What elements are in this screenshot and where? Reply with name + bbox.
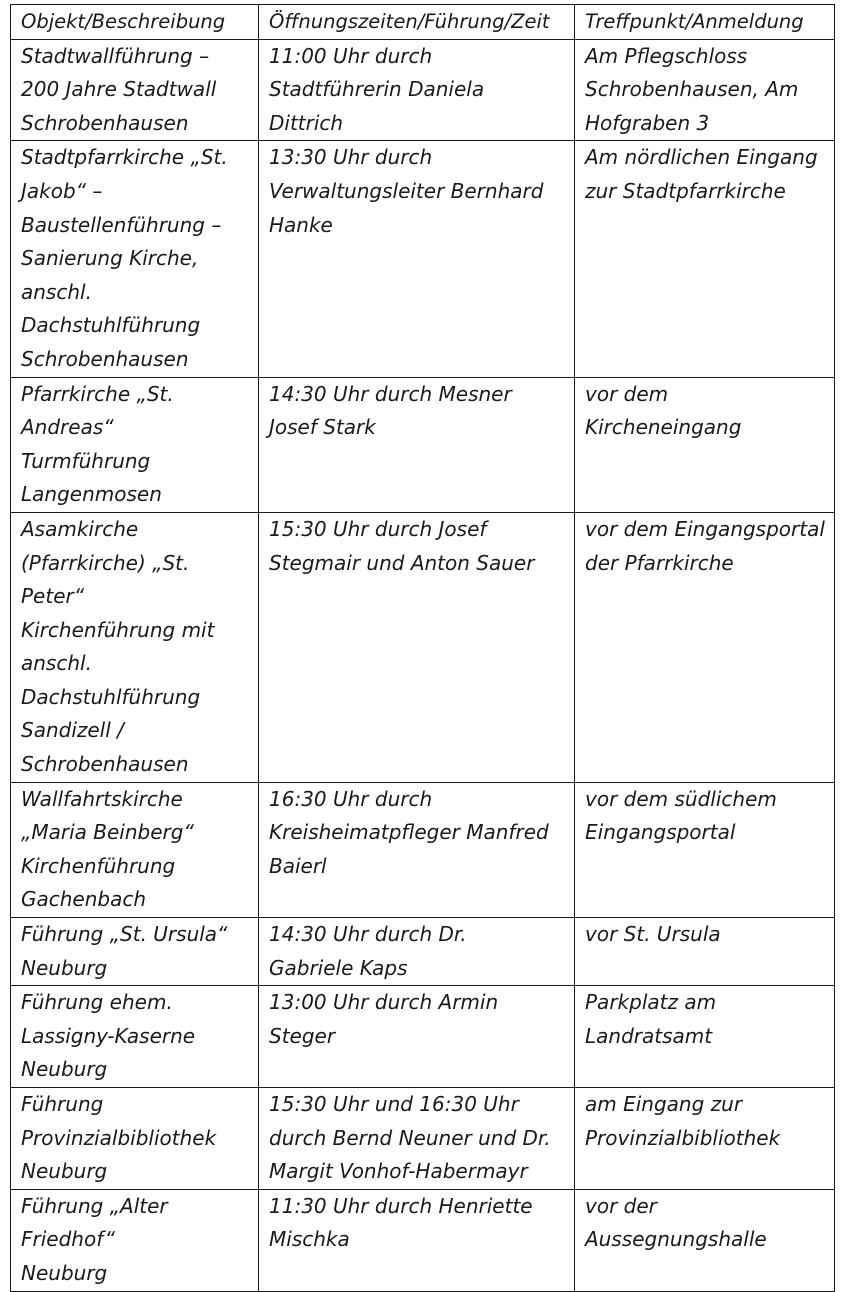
cell-text-line: Wallfahrtskirche [21, 786, 183, 811]
cell-text-line: durch Bernd Neuner und Dr. [269, 1125, 551, 1150]
header-meeting-point: Treffpunkt/Anmeldung [575, 5, 835, 40]
cell-meeting-point [575, 39, 835, 141]
table-row [11, 377, 835, 512]
cell-text-line: Josef Stark [269, 415, 376, 440]
cell-text-line: Friedhof“ [21, 1227, 115, 1252]
cell-text-line: Provinzialbibliothek [21, 1125, 217, 1150]
cell-object [11, 512, 259, 782]
table-row [11, 141, 835, 377]
cell-object [11, 141, 259, 377]
cell-time [259, 377, 575, 512]
cell-meeting-point [575, 141, 835, 377]
cell-text-line: Stadtpfarrkirche „St. [21, 145, 228, 170]
cell-text-line: Schrobenhausen, Am [585, 77, 799, 102]
cell-text-line: 16:30 Uhr durch [269, 786, 433, 811]
cell-text-line: zur Stadtpfarrkirche [585, 178, 786, 203]
cell-text-line: 14:30 Uhr durch Mesner [269, 381, 512, 406]
table-row [11, 1088, 835, 1190]
cell-text-line: Eingangsportal [585, 820, 736, 845]
cell-text-line: Kircheneingang [585, 415, 742, 440]
cell-text-line: Stadtwallführung – [21, 43, 210, 68]
cell-time [259, 918, 575, 986]
cell-text-line: Schrobenhausen [21, 752, 189, 777]
cell-text-line: Kreisheimatpfleger Manfred [269, 820, 549, 845]
cell-text-line: Führung „Alter [21, 1193, 168, 1218]
cell-text-line: Neuburg [21, 1057, 108, 1082]
table-body [11, 39, 835, 1291]
cell-object [11, 377, 259, 512]
table-row [11, 1189, 835, 1291]
cell-text-line: anschl. [21, 279, 92, 304]
table-row [11, 39, 835, 141]
cell-object [11, 782, 259, 917]
cell-text-line: Führung „St. Ursula“ [21, 922, 228, 947]
cell-text-line: Asamkirche [21, 516, 139, 541]
cell-text-line: Aussegnungshalle [585, 1227, 767, 1252]
cell-text-line: 13:30 Uhr durch [269, 145, 433, 170]
table-row [11, 918, 835, 986]
header-object: Objekt/Beschreibung [11, 5, 259, 40]
cell-time [259, 986, 575, 1088]
cell-text-line: Baustellenführung – [21, 212, 222, 237]
cell-meeting-point [575, 1088, 835, 1190]
cell-time [259, 39, 575, 141]
cell-text-line: anschl. [21, 651, 92, 676]
cell-text-line: Gachenbach [21, 887, 147, 912]
cell-text-line: (Pfarrkirche) „St. [21, 550, 190, 575]
cell-text-line: Neuburg [21, 1159, 108, 1184]
cell-text-line: 14:30 Uhr durch Dr. [269, 922, 467, 947]
cell-text-line: Turmführung [21, 448, 151, 473]
cell-object [11, 39, 259, 141]
cell-text-line: Baierl [269, 853, 327, 878]
cell-text-line: vor dem südlichem [585, 786, 777, 811]
cell-text-line: vor der [585, 1193, 657, 1218]
cell-text-line: 11:00 Uhr durch [269, 43, 433, 68]
cell-text-line: 200 Jahre Stadtwall [21, 77, 217, 102]
cell-object [11, 1189, 259, 1291]
cell-meeting-point [575, 782, 835, 917]
cell-meeting-point [575, 377, 835, 512]
cell-text-line: Lassigny-Kaserne [21, 1023, 196, 1048]
cell-text-line: 15:30 Uhr und 16:30 Uhr [269, 1092, 519, 1116]
header-row [11, 5, 835, 40]
header-time: Öffnungszeiten/Führung/Zeit [259, 5, 575, 40]
cell-text-line: Führung ehem. [21, 990, 173, 1015]
cell-text-line: der Pfarrkirche [585, 550, 734, 575]
cell-text-line: Pfarrkirche „St. [21, 381, 174, 406]
cell-text-line: Steger [269, 1023, 336, 1048]
cell-text-line: Provinzialbibliothek [585, 1125, 781, 1150]
cell-text-line: Schrobenhausen [21, 110, 189, 135]
cell-text-line: 11:30 Uhr durch Henriette [269, 1193, 533, 1218]
table-header [11, 5, 835, 40]
cell-object [11, 986, 259, 1088]
cell-text-line: 15:30 Uhr durch Josef [269, 516, 487, 541]
cell-time [259, 1189, 575, 1291]
cell-time [259, 512, 575, 782]
cell-text-line: vor dem Eingangsportal [585, 516, 825, 541]
cell-text-line: Margit Vonhof-Habermayr [269, 1159, 528, 1184]
cell-object [11, 918, 259, 986]
cell-text-line: vor St. Ursula [585, 922, 721, 947]
table-row [11, 512, 835, 782]
cell-text-line: „Maria Beinberg“ [21, 820, 194, 845]
cell-text-line: Sanierung Kirche, [21, 246, 199, 271]
cell-text-line: Landratsamt [585, 1023, 713, 1048]
cell-object [11, 1088, 259, 1190]
cell-text-line: Am Pflegschloss [585, 43, 748, 68]
cell-text-line: Verwaltungsleiter Bernhard [269, 178, 544, 203]
table-row [11, 782, 835, 917]
cell-text-line: Dachstuhlführung [21, 313, 201, 338]
cell-text-line: Am nördlichen Eingang [585, 145, 818, 170]
cell-text-line: Mischka [269, 1227, 350, 1252]
cell-text-line: am Eingang zur [585, 1092, 743, 1116]
cell-text-line: Hofgraben 3 [585, 110, 710, 135]
cell-text-line: Schrobenhausen [21, 346, 189, 371]
cell-text-line: Stegmair und Anton Sauer [269, 550, 535, 575]
cell-text-line: Stadtführerin Daniela [269, 77, 485, 102]
cell-time [259, 782, 575, 917]
cell-meeting-point [575, 918, 835, 986]
cell-text-line: Kirchenführung [21, 853, 176, 878]
cell-text-line: Dittrich [269, 110, 344, 135]
cell-text-line: Parkplatz am [585, 990, 717, 1015]
table-row [11, 986, 835, 1088]
cell-text-line: Neuburg [21, 1260, 108, 1285]
cell-text-line: Kirchenführung mit [21, 617, 215, 642]
cell-time [259, 141, 575, 377]
cell-time [259, 1088, 575, 1190]
cell-meeting-point [575, 512, 835, 782]
cell-text-line: Dachstuhlführung [21, 684, 201, 709]
cell-meeting-point [575, 1189, 835, 1291]
tour-schedule-table [10, 4, 835, 1292]
cell-text-line: Gabriele Kaps [269, 955, 408, 980]
cell-text-line: Peter“ [21, 584, 85, 609]
cell-text-line: Führung [21, 1092, 104, 1116]
cell-text-line: Hanke [269, 212, 333, 237]
cell-meeting-point [575, 986, 835, 1088]
cell-text-line: Sandizell / [21, 718, 124, 743]
cell-text-line: Neuburg [21, 955, 108, 980]
cell-text-line: Jakob“ – [21, 178, 103, 203]
cell-text-line: Langenmosen [21, 482, 162, 507]
cell-text-line: vor dem [585, 381, 669, 406]
cell-text-line: Andreas“ [21, 415, 114, 440]
cell-text-line: 13:00 Uhr durch Armin [269, 990, 499, 1015]
